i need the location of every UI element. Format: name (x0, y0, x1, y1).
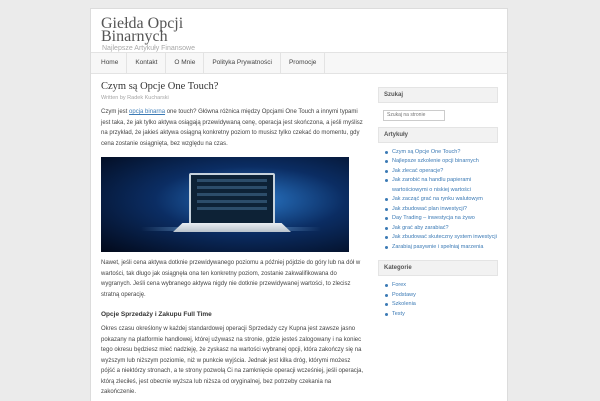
nav-promocje[interactable]: Promocje (281, 53, 325, 73)
articles-widget-title: Artykuły (378, 127, 498, 143)
category-link-forex[interactable]: Forex (384, 281, 498, 291)
article-link[interactable]: Jak zlecać operacje? (384, 167, 498, 177)
post-intro (101, 107, 365, 149)
site-title[interactable]: Giełda Opcji Binarnych (101, 15, 184, 45)
laptop-base (173, 223, 291, 232)
category-link-szkolenia[interactable]: Szkolenia (384, 300, 498, 310)
nav-kontakt[interactable]: Kontakt (127, 53, 166, 73)
article-link[interactable]: Jak zbudować plan inwestycji? (384, 205, 498, 215)
site-description: Najlepsze Artykuły Finansowe (102, 45, 195, 52)
nav-polityka-prywatnosci[interactable]: Polityka Prywatności (204, 53, 281, 73)
categories-list (378, 281, 498, 319)
search-widget-title: Szukaj (378, 87, 498, 103)
intro-text-before: Czym jest (101, 109, 130, 115)
article-link[interactable]: Jak zarobić na handlu papierami wartościowymi o niskiej wartości (384, 176, 498, 195)
search-input[interactable] (383, 110, 445, 121)
nav-o-mnie[interactable]: O Mnie (166, 53, 204, 73)
post-paragraph-3: Okres czasu określony w każdej standardowej operacji Sprzedaży czy Kupna jest zawsze jasno pokazany na platformie handlowej, której używasz na stronie, gdzie jesteś zalogowany i na koniec tego okresu będziesz mieć nadzieję, że zyskasz na wartości wybranej opcji, która zakończy się na wyższym lub niższym poziomie, niż w punkcie wyjścia. Jednak jest kilka dróg, którymi możesz pójść a niektórzy stronach, a te strony pozwolą Ci na zamknięcie operacji wcześniej, jeśli operacja, którą zleciłeś, jest obecnie wyższa lub niższa od oryginalnej, bez potrzeby czekania na zakończenie. (101, 326, 364, 395)
nav-home[interactable]: Home (91, 53, 127, 73)
article-link[interactable]: Najlepsze szkolenie opcji binarnych (384, 157, 498, 167)
laptop-screen (189, 173, 275, 225)
article-link[interactable]: Jak zbudować skuteczny system inwestycji (384, 233, 498, 243)
article-link[interactable]: Jak grać aby zarabiać? (384, 224, 498, 234)
post-byline: Written by Radek Kucharski (101, 95, 169, 101)
category-link-testy[interactable]: Testy (384, 310, 498, 320)
opcja-binarna-link[interactable]: opcja binarna (129, 109, 166, 115)
post-content (101, 81, 365, 398)
post-title[interactable]: Czym są Opcje One Touch? (101, 81, 219, 92)
page-container (90, 8, 508, 401)
article-link[interactable]: Czym są Opcje One Touch? (384, 148, 498, 158)
article-link[interactable]: Jak zacząć grać na rynku walutowym (384, 195, 498, 205)
post-image-laptop (101, 157, 349, 252)
article-link[interactable]: Zarabiaj pasywnie i spełniaj marzenia (384, 243, 498, 253)
post-paragraph-2: Nawet, jeśli cena aktywa dotknie przewidywanego poziomu a później pójdzie do góry lub na dół w wartości, tak długo jak osiągnęła ona ten konkretny poziom, zostanie zakwalifikowana do wygranych. Jeśli cena wybranego aktywa nigdy nie dotknie przewidywanej wartości, to zlecisz stratną operację. (101, 260, 361, 298)
article-link[interactable]: Day Trading – inwestycja na żywo (384, 214, 498, 224)
sidebar (378, 87, 498, 327)
post-subheading: Opcje Sprzedaży i Zakupu Full Time (101, 311, 212, 318)
category-link-podstawy[interactable]: Podstawy (384, 291, 498, 301)
categories-widget-title: Kategorie (378, 260, 498, 276)
articles-list (378, 148, 498, 253)
intro-text-after: one touch? Główna różnica między Opcjami One Touch a innymi typami jest taka, że jak tylko aktywa osiągają przewidywaną cenę, operacja jest skończona, a jeśli myślisz na przykład, że jakieś aktywa osiągną konkretny poziom to musisz tylko czekać do momentu, gdy cena zostanie osiągnięta, bez względu na czas. (101, 109, 363, 147)
main-nav (91, 52, 507, 74)
